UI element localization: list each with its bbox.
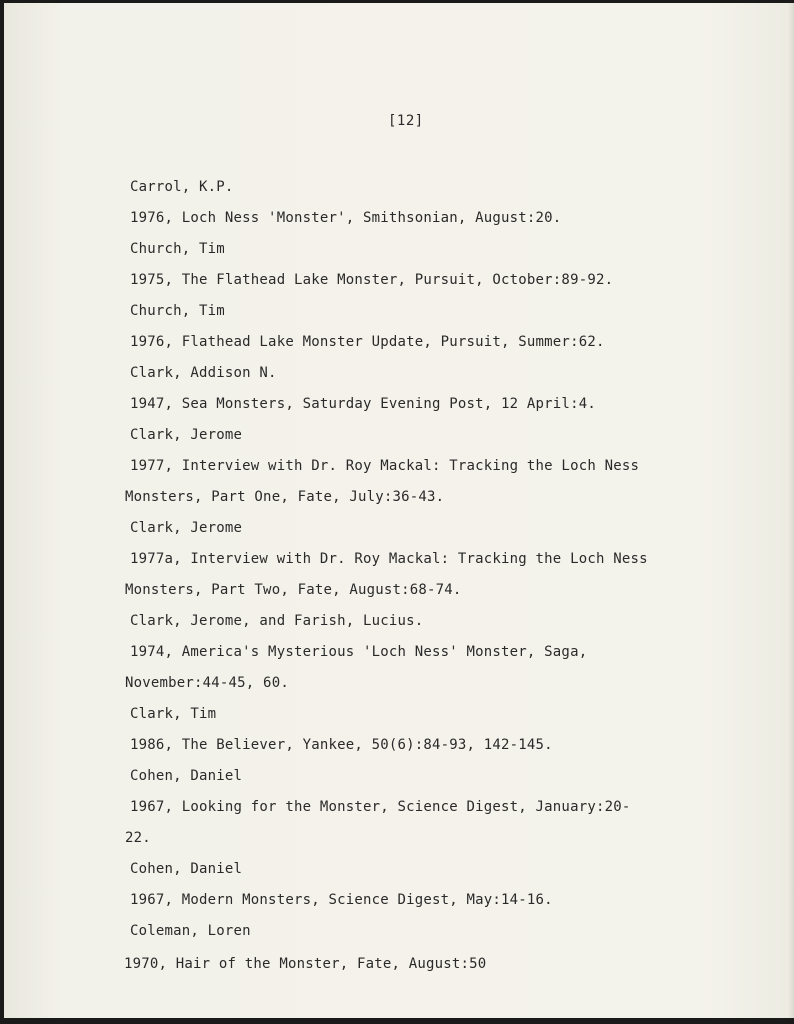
page-edge-shadow: [788, 3, 794, 1018]
bibliography-author-line: Cohen, Daniel: [130, 768, 243, 784]
bibliography-citation-line: 1986, The Believer, Yankee, 50(6):84-93, 142-145.: [130, 737, 553, 753]
bibliography-citation-line: 1967, Looking for the Monster, Science Digest, January:20-: [130, 799, 631, 815]
bibliography-entries: [125, 172, 725, 947]
bibliography-citation-continued-line: Monsters, Part One, Fate, July:36-43.: [125, 489, 445, 505]
bibliography-citation-line: 1977a, Interview with Dr. Roy Mackal: Tracking the Loch Ness: [130, 551, 648, 567]
bibliography-citation-line: 1976, Flathead Lake Monster Update, Pursuit, Summer:62.: [130, 334, 605, 350]
bibliography-author-line: Clark, Jerome: [130, 520, 243, 536]
bibliography-author-line: Church, Tim: [130, 303, 225, 319]
bibliography-citation-line: 1977, Interview with Dr. Roy Mackal: Tracking the Loch Ness: [130, 458, 640, 474]
bibliography-citation-last: 1970, Hair of the Monster, Fate, August:50: [124, 956, 487, 972]
bibliography-author-line: Clark, Addison N.: [130, 365, 277, 381]
bibliography-author-line: Clark, Jerome: [130, 427, 243, 443]
bibliography-author-line: Carrol, K.P.: [130, 179, 234, 195]
bibliography-citation-line: 1947, Sea Monsters, Saturday Evening Post, 12 April:4.: [130, 396, 596, 412]
bibliography-citation-line: 1974, America's Mysterious 'Loch Ness' Monster, Saga,: [130, 644, 588, 660]
page-number: [12]: [388, 113, 424, 129]
bibliography-citation-line: 1976, Loch Ness 'Monster', Smithsonian, August:20.: [130, 210, 562, 226]
bibliography-citation-continued-line: Monsters, Part Two, Fate, August:68-74.: [125, 582, 462, 598]
bibliography-citation-line: 1975, The Flathead Lake Monster, Pursuit, October:89-92.: [130, 272, 614, 288]
bibliography-citation-continued-line: November:44-45, 60.: [125, 675, 289, 691]
bibliography-author-line: Coleman, Loren: [130, 923, 251, 939]
bibliography-author-line: Church, Tim: [130, 241, 225, 257]
bibliography-author-line: Clark, Jerome, and Farish, Lucius.: [130, 613, 424, 629]
bibliography-author-line: Cohen, Daniel: [130, 861, 243, 877]
bibliography-author-line: Clark, Tim: [130, 706, 217, 722]
bibliography-citation-continued-line: 22.: [125, 830, 151, 846]
document-page: [4, 3, 794, 1018]
bibliography-citation-line: 1967, Modern Monsters, Science Digest, May:14-16.: [130, 892, 553, 908]
